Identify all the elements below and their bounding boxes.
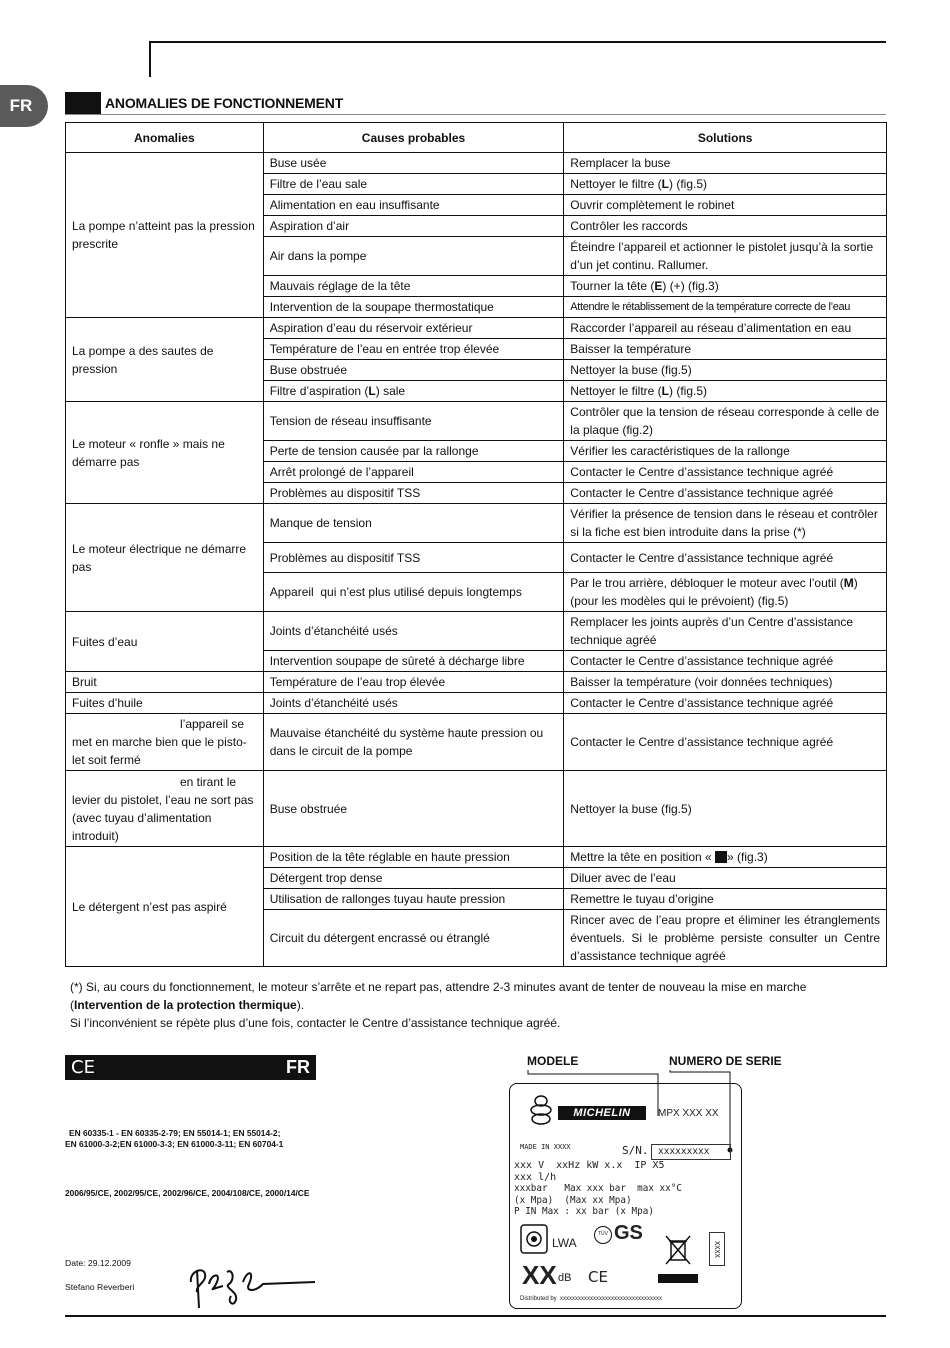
anomaly-cell: Fuites d’huile: [66, 693, 264, 714]
solution-cell: Attendre le rétablissement de la température correcte de l’eau: [564, 297, 887, 318]
plate-xx: XX: [522, 1260, 557, 1290]
anomaly-text: en tirant le levier du pistolet, l’eau ne sort pas (avec tuyau d’alimentation introduit): [72, 774, 254, 843]
cause-cell: Manque de tension: [263, 504, 564, 543]
cause-cell: Utilisation de rallonges tuyau haute pression: [263, 889, 564, 910]
standards-line-1: EN 60335-1 - EN 60335-2-79; EN 55014-1; EN 55014-2;: [69, 1128, 281, 1138]
cause-cell: Problèmes au dispositif TSS: [263, 543, 564, 573]
footnote: [70, 978, 882, 1032]
solution-cell: Contacter le Centre d’assistance technique agréé: [564, 693, 887, 714]
plate-made-in: MADE IN XXXX: [520, 1143, 571, 1151]
minus-position-icon: [715, 851, 727, 863]
solution-cell: Contrôler que la tension de réseau corresponde à celle de la plaque (fig.2): [564, 402, 887, 441]
solution-cell: Remplacer les joints auprès d’un Centre d’assistance technique agréé: [564, 612, 887, 651]
solution-cell: Contacter le Centre d’assistance technique agréé: [564, 651, 887, 672]
cause-cell: Buse obstruée: [263, 360, 564, 381]
cause-cell: Joints d’étanchéité usés: [263, 693, 564, 714]
declaration-date: Date: 29.12.2009: [65, 1258, 131, 1268]
solution-cell: Tourner la tête (E) (+) (fig.3): [564, 276, 887, 297]
bibendum-icon: [526, 1094, 556, 1128]
plate-lwa: LWA: [552, 1236, 577, 1250]
cause-cell: Intervention de la soupape thermostatique: [263, 297, 564, 318]
cause-cell: Aspiration d’air: [263, 216, 564, 237]
table-row: [66, 612, 887, 651]
solution-cell: Contacter le Centre d’assistance technique agréé: [564, 462, 887, 483]
ce-mark-icon: CE: [71, 1057, 95, 1078]
brand-logo: MICHELIN: [558, 1106, 646, 1120]
cause-cell: Problèmes au dispositif TSS: [263, 483, 564, 504]
plate-line-2: xxx l/h: [514, 1172, 557, 1183]
solution-cell: Par le trou arrière, débloquer le moteur avec l’outil (M) (pour les modèles qui le prévoient) (fig.5): [564, 573, 887, 612]
cause-cell: Perte de tension causée par la rallonge: [263, 441, 564, 462]
cause-cell: Filtre d’aspiration (L) sale: [263, 381, 564, 402]
solution-cell: Nettoyer le filtre (L) (fig.5): [564, 174, 887, 195]
header-vertical-rule: [149, 41, 151, 77]
section-title: ANOMALIES DE FONCTIONNEMENT: [105, 94, 344, 111]
table-row: [66, 153, 887, 174]
rating-plate: [509, 1083, 742, 1309]
plate-vertical-code: XXXX: [709, 1232, 725, 1266]
label-numero-serie: NUMERO DE SERIE: [669, 1054, 782, 1068]
anomaly-text: l’appareil se met en marche bien que le pisto-let soit fermé: [72, 717, 247, 767]
solution-cell: Éteindre l’appareil et actionner le pistolet jusqu’à la sortie d’un jet continu. Rallumer.: [564, 237, 887, 276]
footnote-line-1: (*) Si, au cours du fonctionnement, le moteur s’arrête et ne repart pas, attendre 2-3 minutes avant de tenter de nouveau la mise en marche (Intervention de la protection thermique).: [70, 980, 807, 1012]
header-causes: Causes probables: [263, 123, 564, 153]
cause-cell: Joints d’étanchéité usés: [263, 612, 564, 651]
cause-cell: Buse usée: [263, 153, 564, 174]
header-anomalies: Anomalies: [66, 123, 264, 153]
tuv-icon: TÜV: [594, 1226, 612, 1244]
solution-cell: Ouvrir complètement le robinet: [564, 195, 887, 216]
plate-line-1: xxx V xxHz kW x.x IP X5: [514, 1160, 665, 1171]
directives-list: 2006/95/CE, 2002/95/CE, 2002/96/CE, 2004/108/CE, 2000/14/CE: [65, 1188, 310, 1198]
solution-cell: Baisser la température: [564, 339, 887, 360]
cause-cell: Circuit du détergent encrassé ou étranglé: [263, 910, 564, 967]
header-horizontal-rule: [149, 41, 886, 43]
cause-cell: Température de l’eau trop élevée: [263, 672, 564, 693]
cause-cell: Buse obstruée: [263, 771, 564, 847]
anomaly-cell: Le moteur électrique ne démarre pas: [66, 504, 264, 612]
table-row: [66, 714, 887, 771]
solution-cell: Remplacer la buse: [564, 153, 887, 174]
plate-line-3: xxxbar Max xxx bar max xx°C: [514, 1183, 682, 1194]
solution-cell: Contacter le Centre d’assistance technique agréé: [564, 483, 887, 504]
footer-rule: [65, 1315, 886, 1317]
table-row: [66, 402, 887, 441]
solution-cell: Nettoyer la buse (fig.5): [564, 360, 887, 381]
signer-name: Stefano Reverberi: [65, 1282, 135, 1292]
anomaly-cell: [66, 714, 264, 771]
cause-cell: Tension de réseau insuffisante: [263, 402, 564, 441]
plate-ce-icon: CE: [588, 1268, 608, 1286]
plate-black-strip: [658, 1274, 698, 1283]
table-row: [66, 318, 887, 339]
plate-model: MPX XXX XX: [658, 1108, 719, 1119]
heading-black-block: [65, 92, 101, 114]
footnote-line-2: Si l’inconvénient se répète plus d’une fois, contacter le Centre d’assistance technique agréé.: [70, 1016, 561, 1030]
solution-cell: Vérifier la présence de tension dans le réseau et contrôler si la fiche est bien introduite dans la prise (*): [564, 504, 887, 543]
solution-cell: Contacter le Centre d’assistance technique agréé: [564, 543, 887, 573]
sound-power-icon: [520, 1224, 548, 1254]
solution-cell: Baisser la température (voir données techniques): [564, 672, 887, 693]
header-solutions: Solutions: [564, 123, 887, 153]
plate-sn-label: S/N.: [622, 1144, 649, 1157]
declaration-bar: [65, 1055, 316, 1080]
solution-cell: Nettoyer la buse (fig.5): [564, 771, 887, 847]
language-tab: FR: [0, 85, 48, 127]
solution-cell: Contacter le Centre d’assistance technique agréé: [564, 714, 887, 771]
cause-cell: Mauvaise étanchéité du système haute pression ou dans le circuit de la pompe: [263, 714, 564, 771]
anomaly-cell: Fuites d’eau: [66, 612, 264, 672]
solution-cell: Diluer avec de l’eau: [564, 868, 887, 889]
solution-cell: Nettoyer le filtre (L) (fig.5): [564, 381, 887, 402]
solution-cell: Vérifier les caractéristiques de la rallonge: [564, 441, 887, 462]
table-row: [66, 847, 887, 868]
section-heading: [65, 91, 886, 115]
anomaly-cell: La pompe a des sautes de pression: [66, 318, 264, 402]
cause-cell: Appareil qui n’est plus utilisé depuis longtemps: [263, 573, 564, 612]
cause-cell: Mauvais réglage de la tête: [263, 276, 564, 297]
declaration-lang: FR: [286, 1057, 310, 1077]
cause-cell: Air dans la pompe: [263, 237, 564, 276]
plate-line-5: P IN Max : xx bar (x Mpa): [514, 1206, 654, 1217]
anomaly-cell: Bruit: [66, 672, 264, 693]
table-row: [66, 504, 887, 543]
gs-icon: GS: [614, 1222, 643, 1244]
table-row: [66, 693, 887, 714]
solution-cell: Contrôler les raccords: [564, 216, 887, 237]
anomalies-table: [65, 122, 887, 967]
plate-line-4: (x Mpa) (Max xx Mpa): [514, 1195, 632, 1206]
solution-cell: Remettre le tuyau d’origine: [564, 889, 887, 910]
cause-cell: Intervention soupape de sûreté à décharge libre: [263, 651, 564, 672]
cause-cell: Aspiration d’eau du réservoir extérieur: [263, 318, 564, 339]
anomaly-cell: [66, 771, 264, 847]
plate-db: dB: [558, 1272, 572, 1284]
standards-list: [65, 1128, 325, 1150]
signature-image: [183, 1262, 323, 1312]
plate-sn-value: xxxxxxxxx: [658, 1146, 710, 1157]
weee-bin-icon: [664, 1234, 692, 1266]
standards-line-2: EN 61000-3-2;EN 61000-3-3; EN 61000-3-11; EN 60704-1: [65, 1139, 284, 1149]
cause-cell: Position de la tête réglable en haute pression: [263, 847, 564, 868]
cause-cell: Alimentation en eau insuffisante: [263, 195, 564, 216]
cause-cell: Filtre de l’eau sale: [263, 174, 564, 195]
table-header-row: [66, 123, 887, 153]
cause-cell: Détergent trop dense: [263, 868, 564, 889]
solution-cell: Mettre la tête en position « » (fig.3): [564, 847, 887, 868]
cause-cell: Arrêt prolongé de l’appareil: [263, 462, 564, 483]
anomaly-cell: La pompe n’atteint pas la pression prescrite: [66, 153, 264, 318]
solution-cell: Rincer avec de l’eau propre et éliminer les étranglements éventuels. Si le problème persiste consulter un Centre d’assistance technique agréé: [564, 910, 887, 967]
anomaly-cell: Le détergent n’est pas aspiré: [66, 847, 264, 967]
table-row: [66, 672, 887, 693]
plate-distributed: Distributed by xxxxxxxxxxxxxxxxxxxxxxxxxxxxxxxxxx: [520, 1296, 663, 1302]
cause-cell: Température de l’eau en entrée trop élevée: [263, 339, 564, 360]
table-row: [66, 771, 887, 847]
solution-cell: Raccorder l’appareil au réseau d’alimentation en eau: [564, 318, 887, 339]
label-modele: MODELE: [527, 1054, 579, 1068]
anomaly-cell: Le moteur « ronfle » mais ne démarre pas: [66, 402, 264, 504]
